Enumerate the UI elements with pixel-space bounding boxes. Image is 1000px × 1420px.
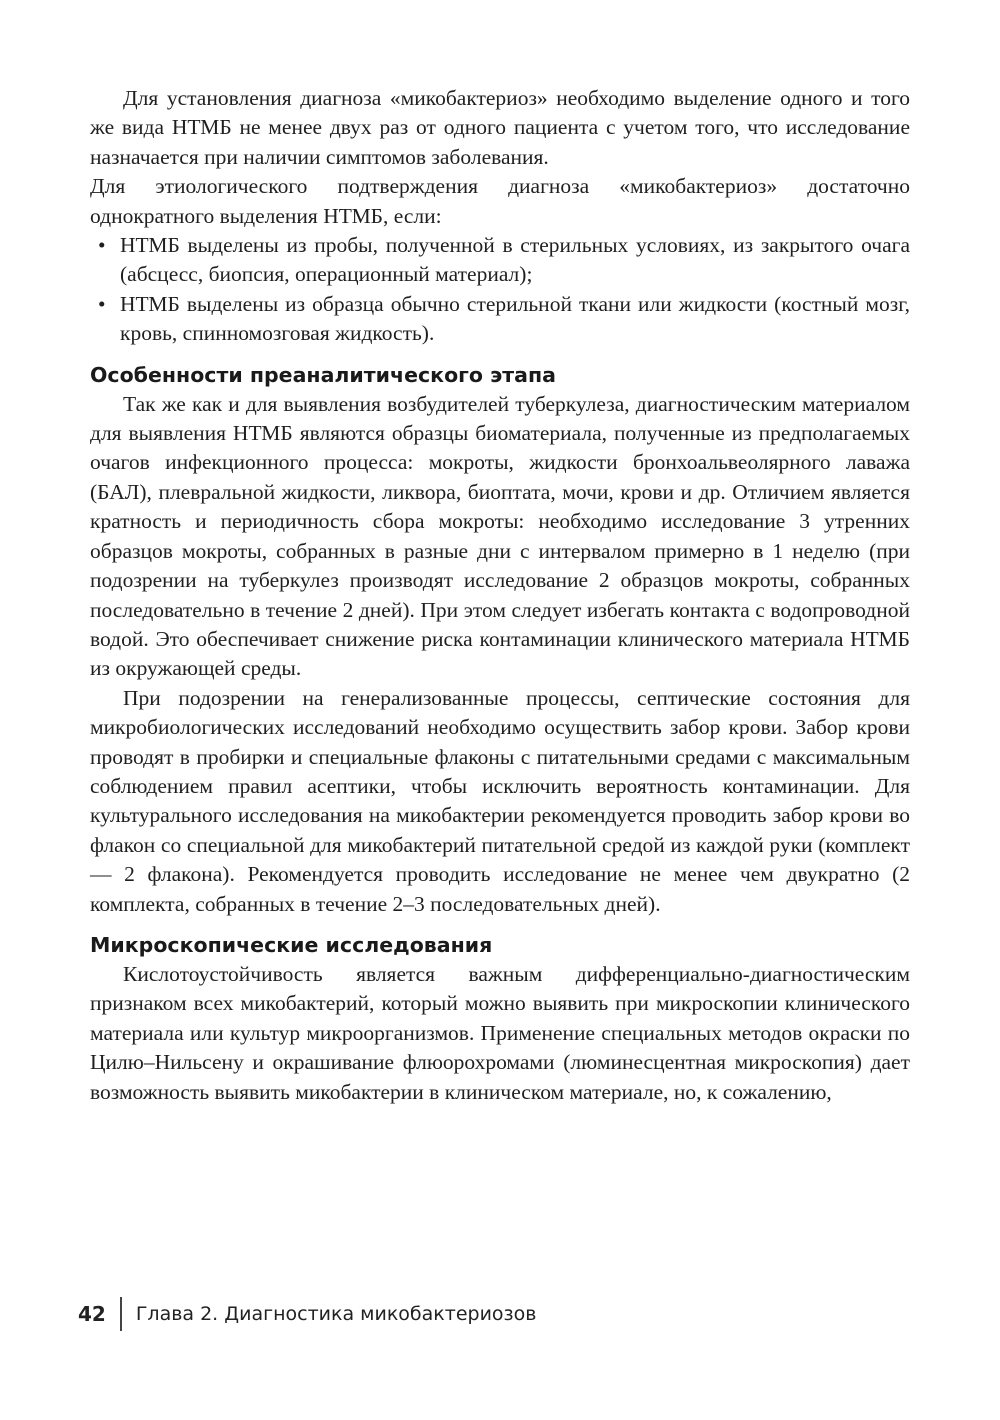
intro-paragraph-2: Для этиологического подтверждения диагноза «микобактериоз» достаточно однократного выделения НТМБ, если: xyxy=(90,174,910,228)
section-heading-microscopy: Микроскопические исследования xyxy=(90,932,493,957)
criteria-list xyxy=(90,231,910,349)
intro-paragraph-1: Для установления диагноза «микобактериоз» необходимо выделение одного и того же вида НТМБ не менее двух раз от одного пациента с учетом того, что исследование назначается при наличии симптомов заболевания. xyxy=(90,86,910,169)
body-paragraph: Кислотоустойчивость является важным дифференциально-диагностическим признаком всех микобактерий, который можно выявить при микроскопии клинического материала или культур микроорганизмов. Применение специальных методов окраски по Цилю–Нильсену и окрашивание флюорохромами (люминесцентная микроскопия) дает возможность выявить микобактерии в клиническом материале, но, к сожалению, xyxy=(90,961,910,1104)
body-paragraph: При подозрении на генерализованные процессы, септические состояния для микробиологических исследований необходимо осуществить забор крови. Забор крови проводят в пробирки и специальные флаконы с питательными средами с максимальным соблюдением правил асептики, чтобы исключить вероятность контаминации. Для культурального исследования на микобактерии рекомендуется проводить забор крови во флакон со специальной для микобактерий питательной средой из каждой руки (комплект — 2 флакона). Рекомендуется проводить исследование не менее чем двукратно (2 комплекта, собранных в течение 2–3 последовательных дней). xyxy=(90,685,910,916)
list-item-text: НТМБ выделены из образца обычно стерильной ткани или жидкости (костный мозг, кровь, спинномозговая жидкость). xyxy=(120,291,910,346)
page-number: 42 xyxy=(78,1302,106,1326)
bullet-icon: • xyxy=(98,291,106,316)
list-item xyxy=(98,231,910,290)
section-heading-preanalytical: Особенности преаналитического этапа xyxy=(90,362,556,387)
list-item xyxy=(98,290,910,349)
footer-divider xyxy=(120,1297,122,1331)
page-body xyxy=(90,84,910,1107)
chapter-title: Глава 2. Диагностика микобактериозов xyxy=(135,1303,537,1325)
bullet-icon: • xyxy=(98,233,106,258)
list-item-text: НТМБ выделены из пробы, полученной в стерильных условиях, из закрытого очага (абсцесс, биопсия, операционный материал); xyxy=(120,233,910,287)
body-paragraph: Так же как и для выявления возбудителей туберкулеза, диагностическим материалом для выявления НТМБ являются образцы биоматериала, полученные из предполагаемых очагов инфекционного процесса: мокроты, жидкости бронхоальвеолярного лаважа (БАЛ), плевральной жидкости, ликвора, биоптата, мочи, крови и др. Отличием является кратность и периодичность сбора мокроты: необходимо исследование 3 утренних образцов мокроты, собранных в разные дни с интервалом примерно в 1 неделю (при подозрении на туберкулез производят исследование 2 образцов мокроты, собранных последовательно в течение 2 дней). При этом следует избегать контакта с водопроводной водой. Это обеспечивает снижение риска контаминации клинического материала НТМБ из окружающей среды. xyxy=(90,391,910,681)
page-footer xyxy=(78,1297,537,1331)
